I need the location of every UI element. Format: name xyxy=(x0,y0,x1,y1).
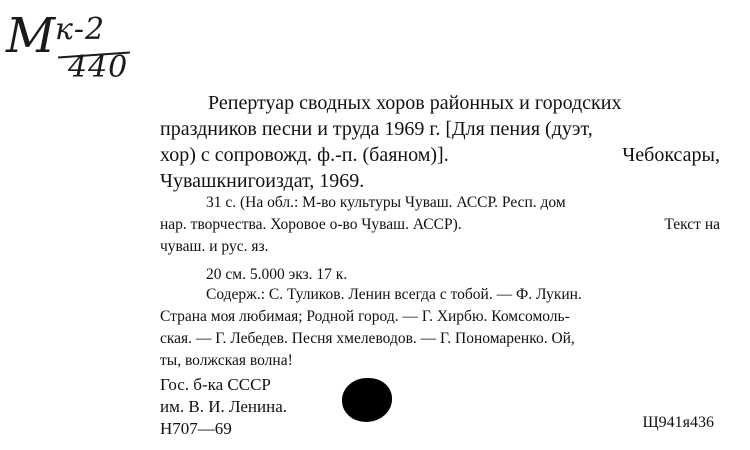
description-block xyxy=(160,192,720,286)
handwritten-shelf-code: к-2 xyxy=(55,12,106,47)
publication-place: Чебоксары, xyxy=(622,144,720,166)
title-line-3 xyxy=(160,142,720,168)
inventory-number: Щ941я436 xyxy=(642,414,714,431)
handwritten-number: 440 xyxy=(68,50,129,85)
library-line-1: Гос. б-ка СССР xyxy=(160,375,271,394)
contents-line-3: ская. — Г. Лебедев. Песня хмелеводов. — Г. Пономаренко. Ой, xyxy=(160,330,575,347)
description-line-2b: Текст на xyxy=(664,216,720,233)
title-line-2: праздников песни и труда 1969 г. [Для пения (дуэт, xyxy=(160,118,593,140)
size-line: 20 см. 5.000 экз. 17 к. xyxy=(206,266,348,283)
description-line-2a: нар. творчества. Хоровое о-во Чуваш. АССР). xyxy=(160,216,462,233)
title-line-3a: хор) с сопровожд. ф.-п. (баяном)]. xyxy=(160,144,449,166)
library-line-3: Н707—69 xyxy=(160,419,232,438)
contents-line-4: ты, волжская волна! xyxy=(160,352,293,369)
title-block xyxy=(160,90,720,194)
title-line-4: Чувашкнигоиздат, 1969. xyxy=(160,170,365,192)
description-line-1: 31 с. (На обл.: М-во культуры Чуваш. АССР. Респ. дом xyxy=(206,194,566,211)
library-block xyxy=(160,374,720,440)
contents-block xyxy=(160,284,720,372)
description-line-3: чуваш. и рус. яз. xyxy=(160,238,269,255)
handwritten-letter: М xyxy=(6,8,57,64)
description-line-2 xyxy=(160,214,720,236)
title-line-1: Репертуар сводных хоров районных и городских xyxy=(208,92,622,114)
contents-line-1: Содерж.: С. Туликов. Ленин всегда с тобой. — Ф. Лукин. xyxy=(206,286,582,303)
contents-line-2: Страна моя любимая; Родной город. — Г. Хирбю. Комсомоль- xyxy=(160,308,570,325)
library-line-2: им. В. И. Ленина. xyxy=(160,397,288,416)
